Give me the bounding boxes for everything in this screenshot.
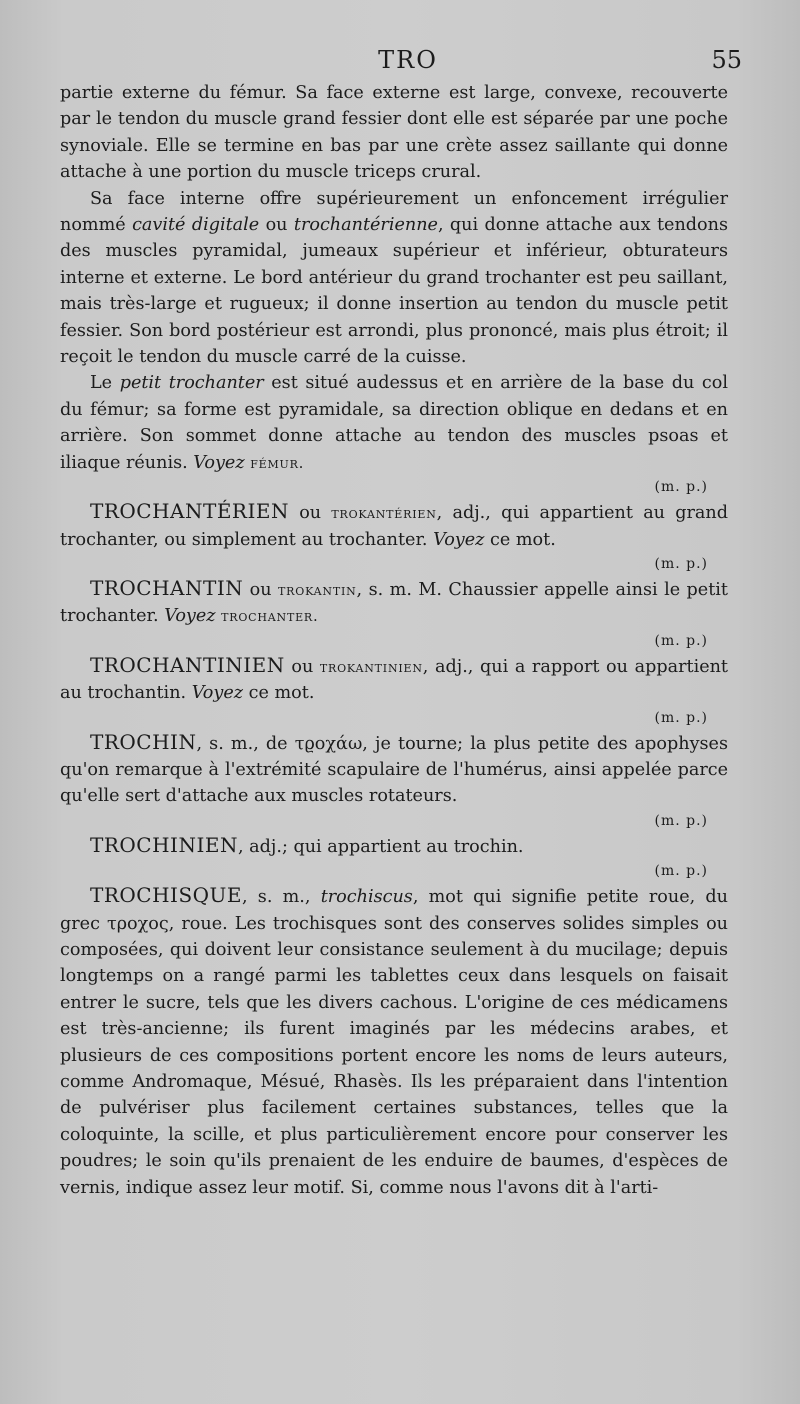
paragraph-internal-face — [60, 186, 728, 371]
author-signature: (m. p.) — [654, 812, 708, 829]
page-number: 55 — [711, 46, 742, 74]
entry-headword: TROCHANTINIEN — [90, 652, 285, 677]
paragraph-petit-trochanter — [60, 370, 728, 498]
entry-trochantinien — [60, 652, 728, 729]
text-block — [60, 80, 728, 1201]
entry-text: ce mot. — [243, 683, 315, 704]
entry-variant: trokantérien — [331, 504, 437, 523]
entry-trochantin — [60, 575, 728, 652]
author-signature: (m. p.) — [654, 555, 708, 572]
entry-text: ou — [284, 656, 320, 677]
see-reference: Voyez — [164, 606, 216, 627]
cross-reference: trochanter. — [221, 607, 319, 626]
entry-headword: TROCHANTÉRIEN — [90, 499, 289, 524]
entry-variant: trokantin — [278, 580, 357, 599]
entry-trochisque — [60, 882, 728, 1201]
running-title: TRO — [378, 46, 438, 74]
entry-headword: TROCHIN — [90, 729, 197, 754]
paragraph-text: , qui donne attache aux tendons des muscles pyramidal, jumeaux supérieur et inférieur, obturateurs interne et externe. Le bord antérieur du grand trochanter est peu saillant, mais très-large et rugueux; il donne insertion au tendon du muscle petit fessier. Son bord postérieur est arrondi, plus prononcé, mais plus étroit; il reçoit le tendon du muscle carré de la cuisse. — [60, 215, 729, 368]
entry-text: ce mot. — [484, 529, 556, 550]
italic-term: petit trochanter — [119, 373, 264, 394]
paragraph-text: Sa face interne offre supérieurement un enfoncement irrégulier nommé — [60, 188, 728, 236]
paragraph-femur-external-face — [60, 80, 728, 186]
author-signature: (m. p.) — [654, 863, 708, 880]
see-reference: Voyez — [433, 529, 485, 550]
entry-text: , adj., qui appartient au grand trochanter, ou simplement au trochanter. — [60, 503, 729, 550]
paragraph-text: Le — [90, 373, 120, 394]
italic-term: trochantérienne — [293, 215, 438, 236]
entry-headword: TROCHINIEN — [90, 832, 238, 857]
author-signature: (m. p.) — [654, 709, 708, 726]
entry-text: , adj.; qui appartient au trochin. — [237, 836, 524, 857]
paragraph-text: ou — [259, 215, 294, 236]
entry-text: , s. m., de τϱοχάω, je tourne; la plus petite des apophyses qu'on remarque à l'extrémité scapulaire de l'humérus, ainsi appelée parce qu'elle sert d'attache aux muscles rotateurs. — [60, 733, 728, 807]
entry-trochin — [60, 729, 728, 832]
entry-text: ou — [288, 503, 332, 524]
entry-trochanterien — [60, 498, 728, 575]
entry-trochinien — [60, 832, 728, 882]
entry-text: , s. m., — [242, 887, 321, 908]
italic-term: cavité digitale — [132, 215, 260, 236]
author-signature: (m. p.) — [654, 479, 708, 496]
entry-text: , mot qui signifie petite roue, du grec τρoχoς, roue. Les trochisques sont des conserves solides simples ou composées, qui doivent leur consistance seulement à du mucilage; depuis longtemps on a rangé parmi les tablettes ceux dans lesquels on faisait entrer le sucre, tels que les divers cachous. L'origine de ces médicamens est très-ancienne; ils furent imaginés par les médecins arabes, et plusieurs de ces compositions portent encore les noms de leurs auteurs, comme Andromaque, Mésué, Rhasès. Ils les préparaient dans l'intention de pulvériser plus facilement certaines substances, telles que la coloquinte, la scille, et plus particulièrement encore pour conserver les poudres; le soin qu'ils prenaient de les enduire de baumes, d'espèces de vernis, indique assez leur motif. Si, comme nous l'avons dit à l'arti- — [60, 887, 728, 1198]
italic-term: trochiscus — [320, 887, 413, 908]
author-signature: (m. p.) — [654, 632, 708, 649]
running-head — [56, 42, 760, 82]
entry-headword: TROCHANTIN — [90, 575, 244, 600]
paragraph-text: partie externe du fémur. Sa face externe est large, convexe, recouverte par le tendon du muscle grand fessier dont elle est séparée par une poche synoviale. Elle se termine en bas par une crète assez saillante qui donne attache à une portion du muscle triceps crural. — [60, 83, 728, 183]
cross-reference: fémur. — [250, 453, 305, 472]
entry-variant: trokantinien — [319, 657, 423, 676]
entry-text: , adj., qui a rapport ou appartient au trochantin. — [60, 656, 729, 704]
entry-text: , s. m. M. Chaussier appelle ainsi le petit trochanter. — [60, 579, 728, 627]
entry-headword: TROCHISQUE — [90, 883, 242, 908]
see-reference: Voyez — [193, 452, 245, 473]
entry-text: ou — [243, 579, 279, 600]
see-reference: Voyez — [191, 683, 244, 704]
paragraph-text: est situé audessus et en arrière de la base du col du fémur; sa forme est pyramidale, sa direction oblique en dedans et en arrière. Son sommet donne attache au tendon des muscles psoas et iliaque réunis. — [60, 373, 728, 473]
